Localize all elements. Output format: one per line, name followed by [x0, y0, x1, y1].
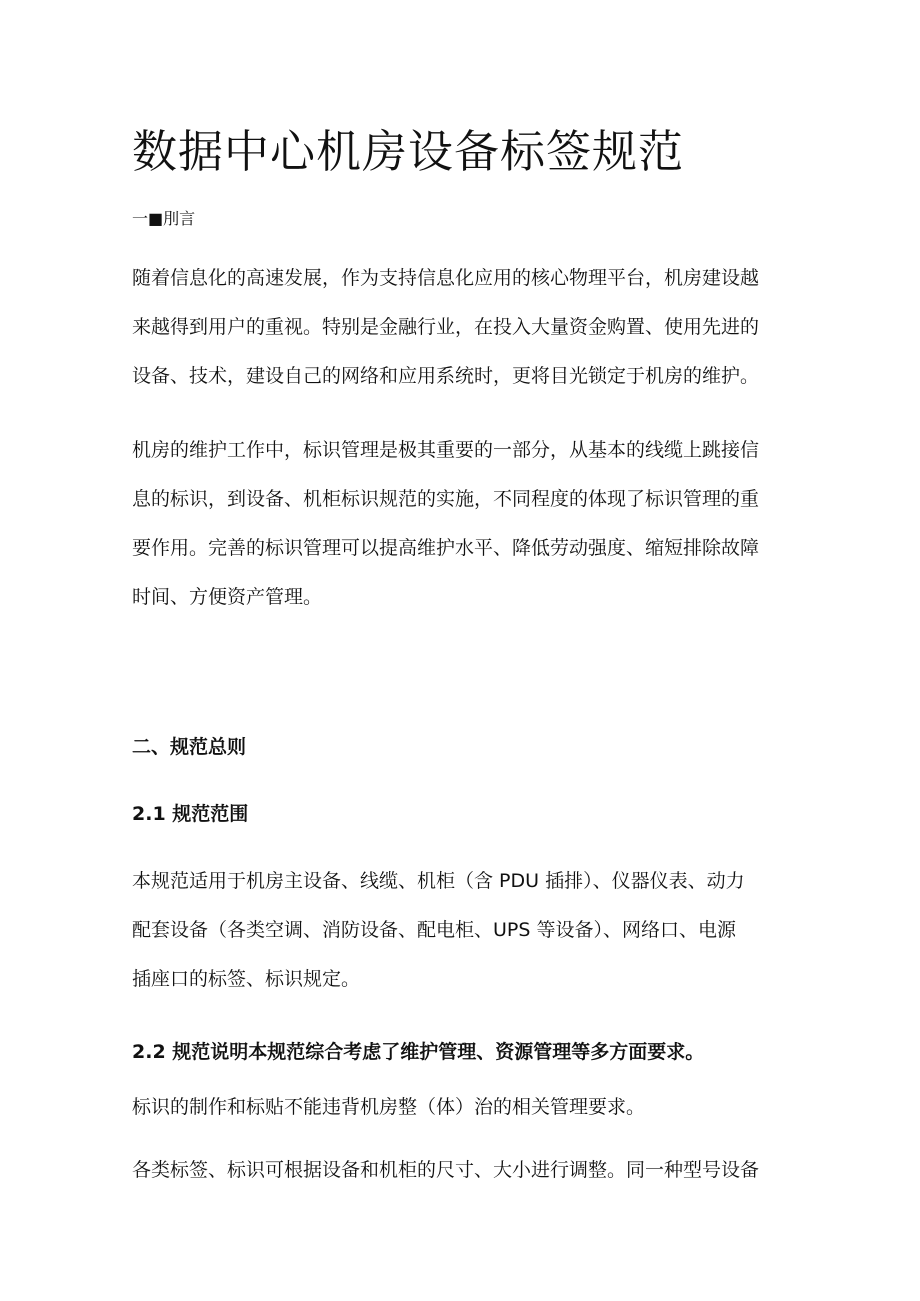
section-heading: 二、规范总则: [132, 736, 247, 758]
subsection-line-2-2-a: 标识的制作和标贴不能违背机房整（体）治的相关管理要求。: [132, 1096, 646, 1118]
subsection-line-2-2-b: 各类标签、标识可根据设备和机柜的尺寸、大小进行调整。同一种型号设备: [132, 1159, 760, 1181]
subsection-heading-2-1: 2.1 规范范围: [132, 803, 249, 825]
preface-paragraph-2: 机房的维护工作中，标识管理是极其重要的一部分，从基本的线缆上跳接信 息的标识，到设备、机柜标识规范的实施，不同程度的体现了标识管理的重 要作用。完善的标识管理可以提高维护水平、降低劳动强度、缩短排除故障 时间、方便资产管理。: [132, 439, 760, 608]
preface-paragraph-1: 随着信息化的高速发展，作为支持信息化应用的核心物理平台，机房建设越 来越得到用户的重视。特别是金融行业，在投入大量资金购置、使用先进的 设备、技术，建设自己的网络和应用系统时，更将目光锁定于机房的维护。: [132, 267, 760, 387]
subsection-paragraph-2-1: 本规范适用于机房主设备、线缆、机柜（含 PDU 插排）、仪器仪表、动力 配套设备（各类空调、消防设备、配电柜、UPS 等设备）、网络口、电源 插座口的标签、标识规定。: [132, 870, 745, 990]
document-title: 数据中心机房设备标签规范: [132, 125, 685, 178]
subsection-heading-2-2: 2.2 规范说明本规范综合考虑了维护管理、资源管理等多方面要求。: [132, 1041, 705, 1063]
section-marker-preface: 一■刖言: [132, 209, 196, 228]
